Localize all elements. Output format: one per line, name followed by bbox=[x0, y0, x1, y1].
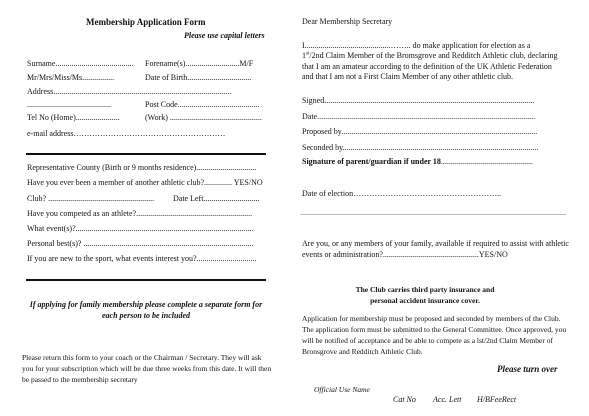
title-field[interactable]: Mr/Mrs/Miss/Ms................ bbox=[27, 73, 115, 82]
new-to-sport-question[interactable]: If you are new to the sport, what events interest you?.............................. bbox=[27, 254, 257, 263]
parent-signature-field[interactable]: Signature of parent/guardian if under 18.............................................. bbox=[302, 157, 533, 166]
election-date-field[interactable]: Date of election……………………………………………….. bbox=[302, 189, 502, 198]
competed-question[interactable]: Have you competed as an athlete?.......................................................... bbox=[27, 209, 253, 218]
representative-county-field[interactable]: Representative County (Birth or 9 months residence).............................. bbox=[27, 163, 257, 172]
personal-best-field[interactable]: Personal best(s)? ..................................................................................... bbox=[27, 239, 254, 248]
turn-over-note: Please turn over bbox=[497, 364, 558, 374]
email-field[interactable]: e-mail address………………………………………………… bbox=[27, 129, 226, 138]
family-membership-note: If applying for family membership please complete a separate form for each person to be included bbox=[29, 300, 263, 320]
return-instructions: Please return this form to your coach or the Chairman / Secretary. They will ask you for your subscription which will be due three weeks from this date. It will then be passed to the membership secretary bbox=[22, 353, 272, 384]
hbfee-label: H/BFeeRect bbox=[477, 395, 517, 404]
signed-field[interactable]: Signed......................................................................................................... bbox=[302, 96, 535, 105]
date-of-birth-field[interactable]: Date of Birth................................ bbox=[145, 73, 252, 82]
events-field[interactable]: What event(s)?......................................................................................... bbox=[27, 224, 254, 233]
declaration-line-1[interactable]: I...........................................…….. do make application for election as a bbox=[302, 41, 531, 50]
date-left-field[interactable]: Date Left............................ bbox=[173, 194, 260, 203]
cat-no-label: Cat No bbox=[393, 395, 416, 404]
surname-field[interactable]: Surname....................................... bbox=[27, 59, 134, 68]
address-field[interactable]: Address......................................................................................... bbox=[27, 87, 232, 96]
club-field[interactable]: Club? ..................................................... bbox=[27, 194, 155, 203]
form-title: Membership Application Form bbox=[86, 17, 206, 27]
declaration-line-2: 1st/2nd Claim Member of the Bromsgrove and Redditch Athletic club, declaring bbox=[302, 51, 558, 60]
section-divider bbox=[26, 153, 266, 155]
section-divider bbox=[26, 279, 266, 281]
seconded-by-field[interactable]: Seconded by.................................................................................................. bbox=[302, 143, 539, 152]
application-terms: Application for membership must be proposed and seconded by members of the Club. The application form must be submitted to the General Committee. Once approved, you will be notified of acceptance and be able to compete as a lst/2nd Claim Member of Bronsgrove and Redditch Athletic Club. bbox=[302, 314, 567, 356]
postcode-field[interactable]: Post Code......................................... bbox=[145, 100, 260, 109]
acc-lett-label: Acc. Lett bbox=[433, 395, 462, 404]
tel-work-field[interactable]: (Work) .............................................. bbox=[145, 113, 262, 122]
address-line-2-field[interactable]: .......................................... bbox=[27, 100, 111, 109]
date-field[interactable]: Date............................................................................................................. bbox=[302, 112, 536, 121]
declaration-line-4: and that I am not a First Claim Member of any other athletic club. bbox=[302, 72, 514, 81]
capital-letters-note: Please use capital letters bbox=[184, 31, 265, 40]
proposed-by-field[interactable]: Proposed by.................................................................................................. bbox=[302, 127, 538, 136]
declaration-line-3: that I am an amateur according to the definition of the UK Athletic Federation bbox=[302, 62, 552, 71]
forenames-field[interactable]: Forename(s)...........................M/F bbox=[145, 59, 254, 68]
greeting: Dear Membership Secretary bbox=[302, 17, 393, 26]
tel-home-field[interactable]: Tel No (Home)...................... bbox=[27, 113, 120, 122]
section-divider bbox=[300, 214, 566, 215]
previous-club-question[interactable]: Have you ever been a member of another athletic club?.............. YES/NO bbox=[27, 178, 263, 187]
insurance-note: The Club carries third party insurance and personal accident insurance cover. bbox=[355, 285, 495, 305]
official-use-label: Official Use Name bbox=[314, 385, 370, 394]
availability-question[interactable]: Are you, or any members of your family, available if required to assist with athletic events or administration?................................................YES/NO bbox=[302, 239, 569, 259]
